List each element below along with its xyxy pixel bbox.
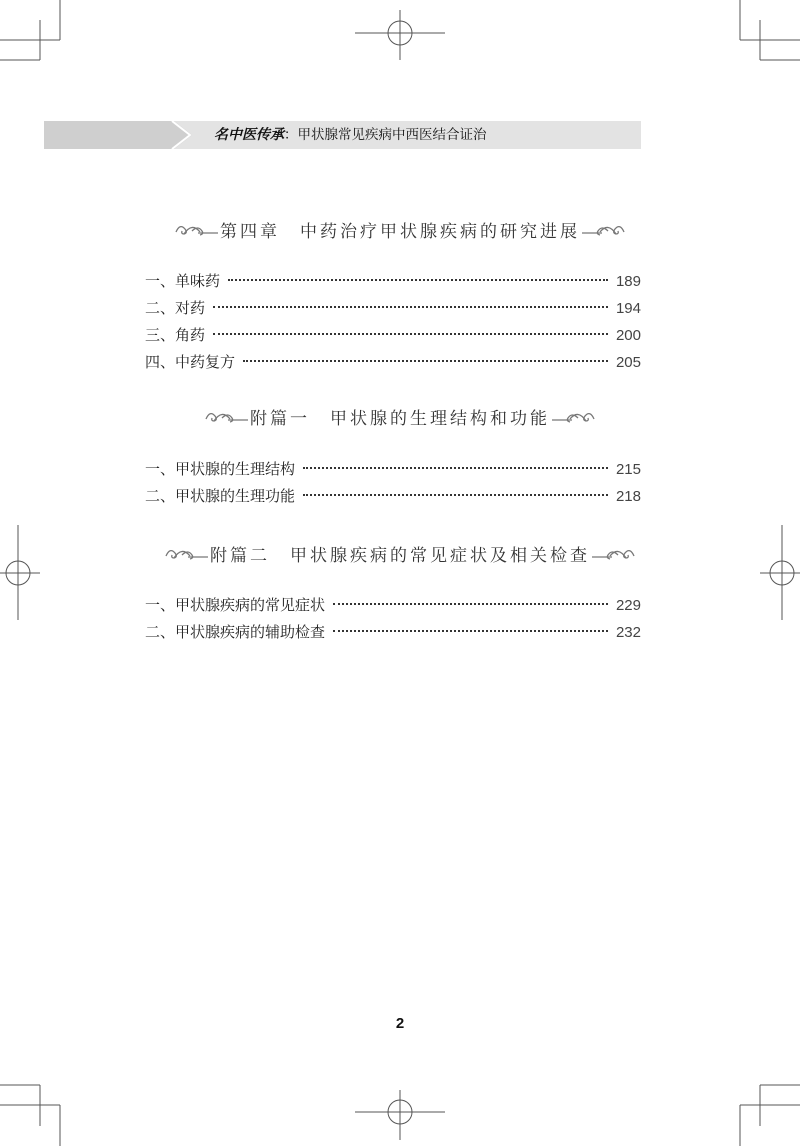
- toc-entry[interactable]: [145, 351, 641, 378]
- toc-entry-label: 二、对药: [145, 299, 206, 317]
- toc-entry-page: 232: [615, 624, 641, 641]
- toc-entry-label: 一、甲状腺疾病的常见症状: [145, 596, 326, 614]
- section-title-appendix-2: [0, 540, 800, 566]
- toc-entry-label: 一、单味药: [145, 272, 221, 290]
- section-title-appendix-1: [0, 403, 800, 429]
- leader-dots: [333, 603, 608, 605]
- section-title-text: 第四章 中药治疗甲状腺疾病的研究进展: [220, 221, 580, 242]
- toc-list-appendix-1: [145, 458, 641, 512]
- leader-dots: [213, 306, 608, 308]
- toc-entry-page: 200: [615, 327, 641, 344]
- header-text: [214, 127, 487, 143]
- leader-dots: [303, 467, 608, 469]
- toc-list-chapter-4: [145, 270, 641, 378]
- toc-entry-page: 215: [615, 461, 641, 478]
- leader-dots: [333, 630, 608, 632]
- section-title-text: 附篇二 甲状腺疾病的常见症状及相关检查: [210, 545, 590, 566]
- section-title-text: 附篇一 甲状腺的生理结构和功能: [250, 408, 550, 429]
- page-number: 2: [395, 1015, 405, 1032]
- cloud-ornament-right-icon: [582, 219, 626, 239]
- toc-entry-label: 二、甲状腺的生理功能: [145, 487, 296, 505]
- toc-list-appendix-2: [145, 594, 641, 648]
- toc-entry[interactable]: [145, 594, 641, 621]
- toc-entry-page: 194: [615, 300, 641, 317]
- section-title-chapter-4: [0, 216, 800, 242]
- cloud-ornament-left-icon: [204, 406, 248, 426]
- toc-entry[interactable]: [145, 297, 641, 324]
- toc-entry-page: 189: [615, 273, 641, 290]
- toc-entry-label: 一、甲状腺的生理结构: [145, 460, 296, 478]
- leader-dots: [228, 279, 608, 281]
- toc-entry[interactable]: [145, 324, 641, 351]
- toc-entry-label: 三、角药: [145, 326, 206, 344]
- toc-entry-page: 218: [615, 488, 641, 505]
- leader-dots: [213, 333, 608, 335]
- header-separator: ：: [284, 127, 298, 143]
- cloud-ornament-left-icon: [164, 543, 208, 563]
- toc-entry[interactable]: [145, 621, 641, 648]
- header-series: 名中医传承: [214, 127, 284, 143]
- leader-dots: [243, 360, 608, 362]
- toc-entry[interactable]: [145, 270, 641, 297]
- running-header: [44, 121, 641, 149]
- toc-entry-page: 229: [615, 597, 641, 614]
- cloud-ornament-left-icon: [174, 219, 218, 239]
- toc-entry[interactable]: [145, 485, 641, 512]
- toc-entry-page: 205: [615, 354, 641, 371]
- leader-dots: [303, 494, 608, 496]
- toc-entry-label: 四、中药复方: [145, 353, 236, 371]
- toc-entry[interactable]: [145, 458, 641, 485]
- cloud-ornament-right-icon: [592, 543, 636, 563]
- cloud-ornament-right-icon: [552, 406, 596, 426]
- toc-entry-label: 二、甲状腺疾病的辅助检查: [145, 623, 326, 641]
- header-book-title: 甲状腺常见疾病中西医结合证治: [297, 127, 487, 143]
